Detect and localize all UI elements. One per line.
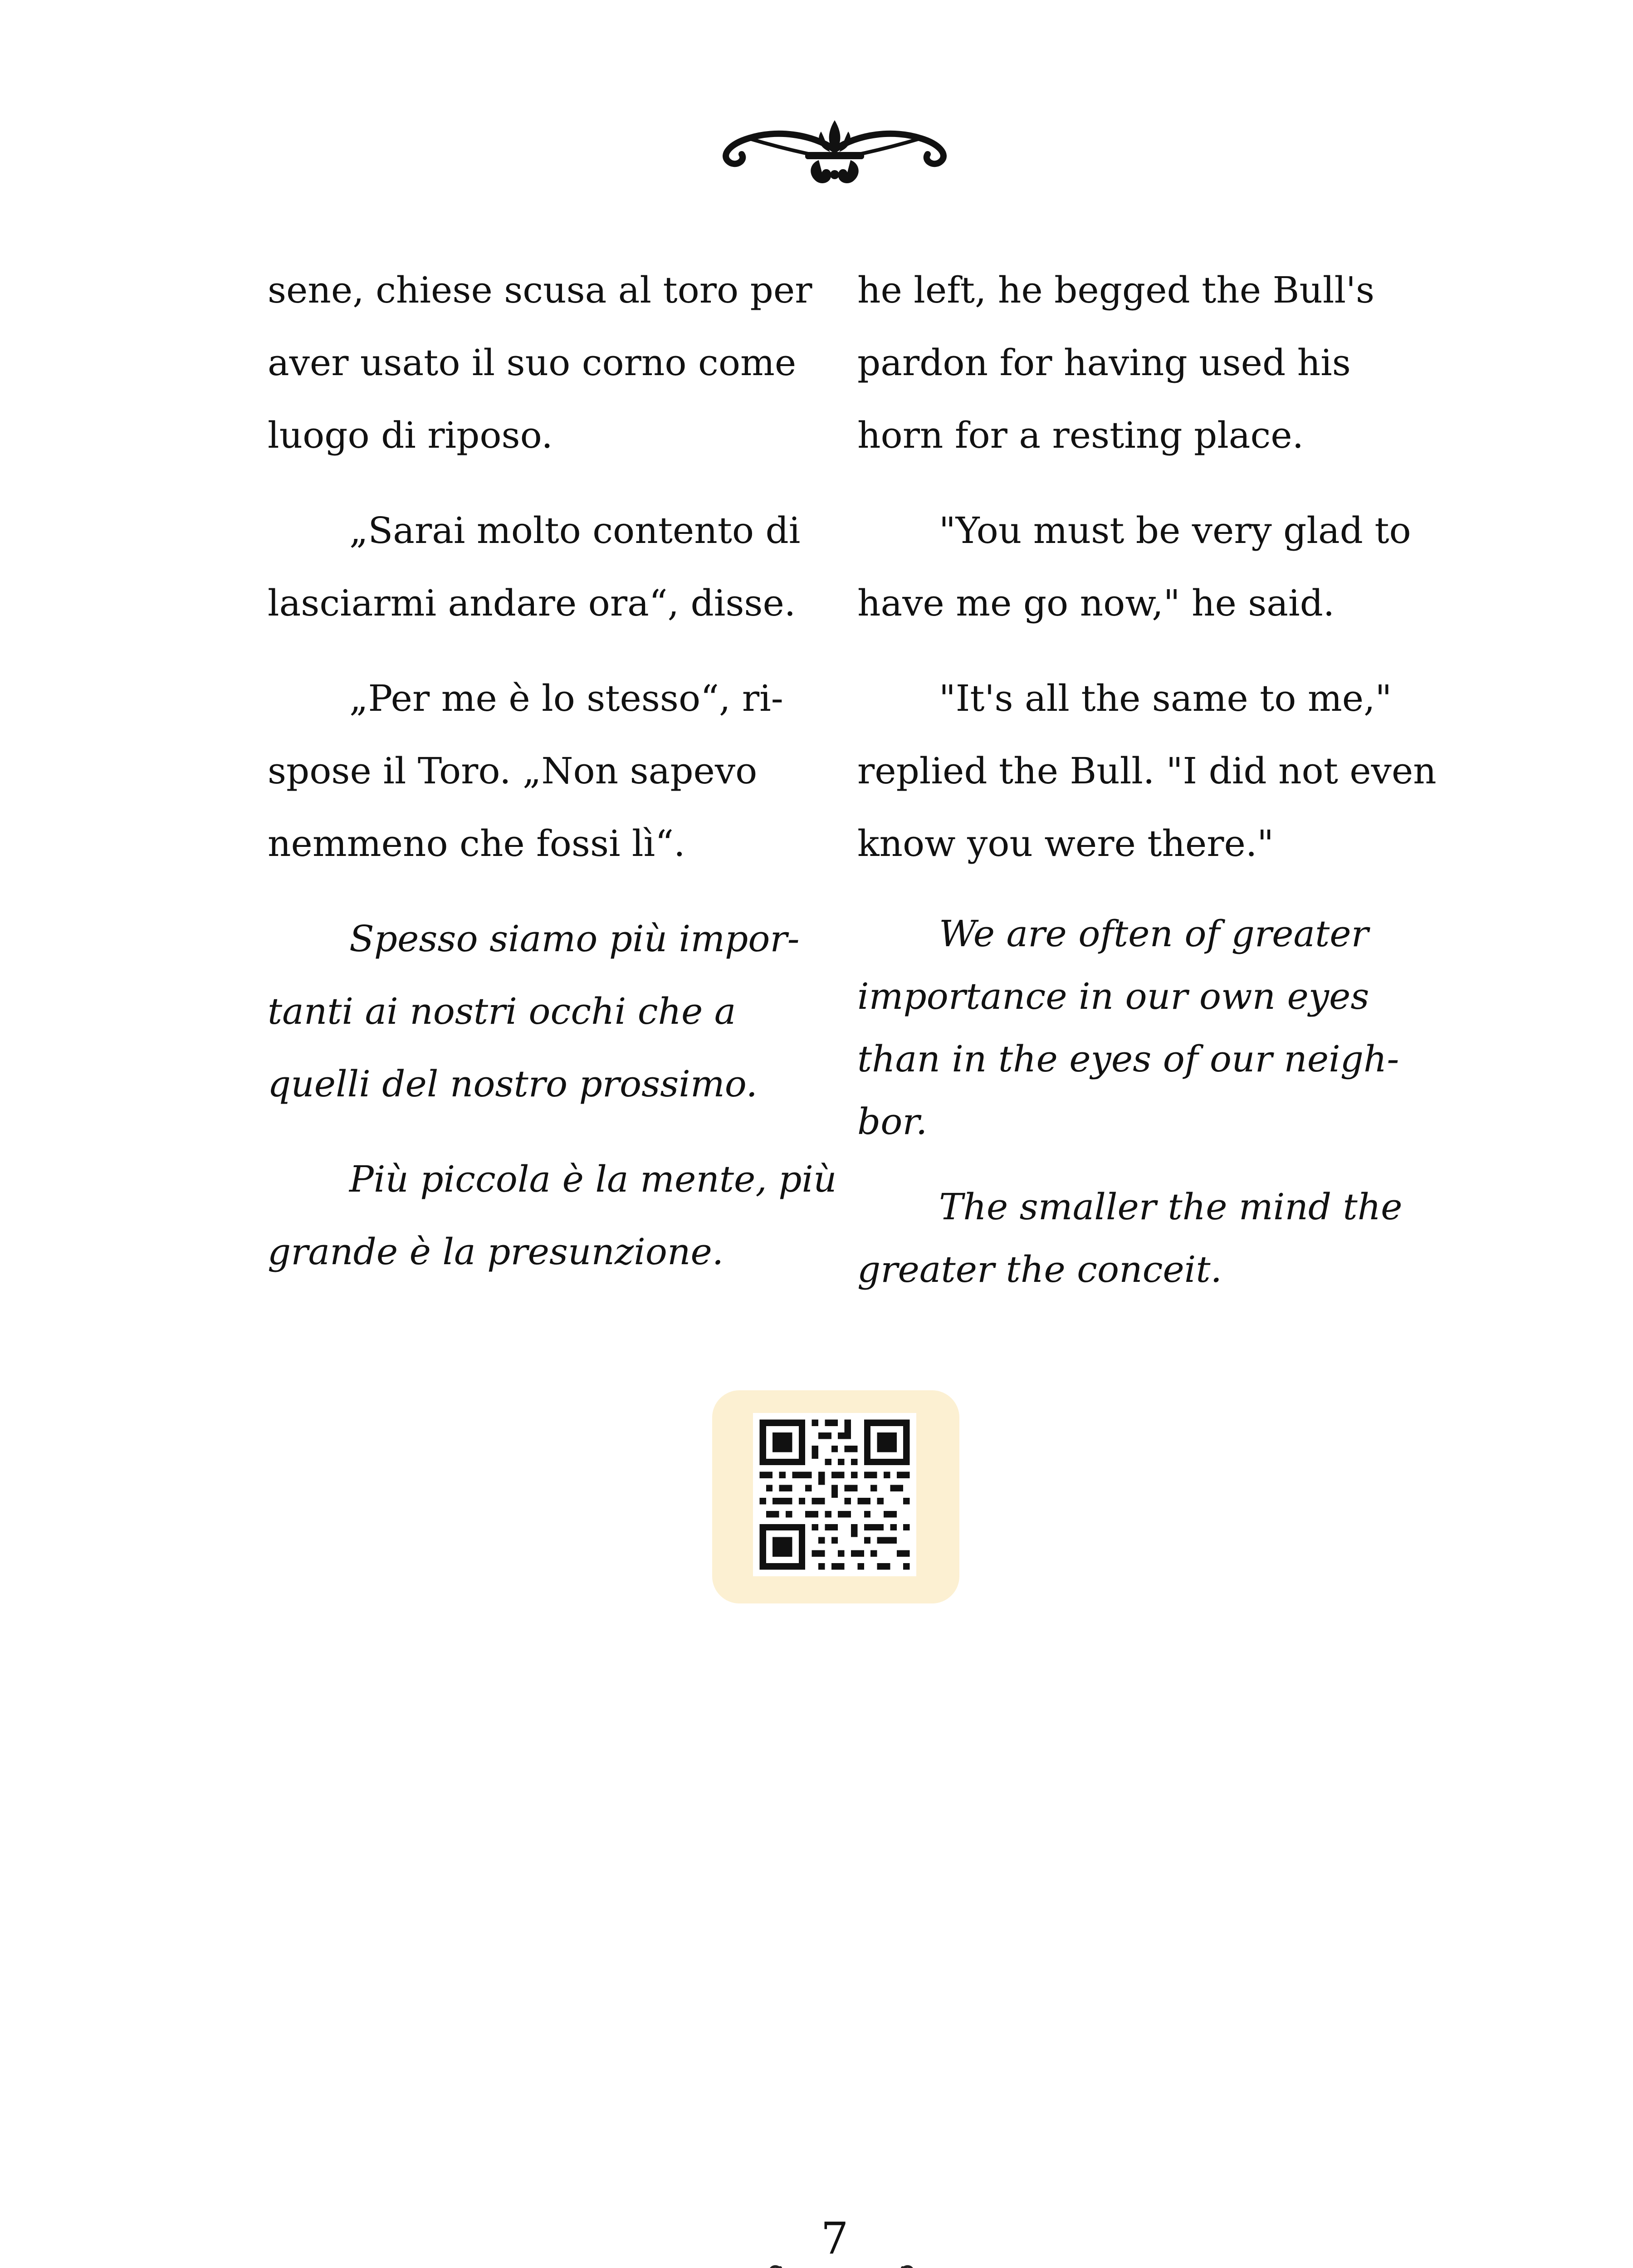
italian-paragraph: „Per me è lo stesso“, rispose il Toro. „Non sapevo nemmeno che fossi lì“. bbox=[268, 677, 783, 865]
page-number: 7 bbox=[821, 2213, 849, 2264]
english-paragraph: "It's all the same to me," replied the Bull. "I did not even know you were there." bbox=[857, 677, 1437, 865]
italian-moral: Più piccola è la mente, più grande è la presunzione. bbox=[268, 1158, 837, 1273]
italian-paragraph: „Sarai molto contento di lasciarmi andare ora“, disse. bbox=[268, 509, 801, 624]
english-paragraph: he left, he begged the Bull's pardon for having used his horn for a resting place. bbox=[857, 269, 1375, 456]
floral-scroll-ornament-icon bbox=[753, 2250, 930, 2268]
english-column bbox=[857, 254, 1442, 1324]
italian-moral: Spesso siamo più importanti ai nostri occhi che a quelli del nostro prossimo. bbox=[268, 918, 800, 1105]
italian-column bbox=[268, 254, 839, 1311]
italian-paragraph: sene, chiese scusa al toro per aver usato il suo corno come luogo di riposo. bbox=[268, 269, 812, 456]
qr-code-icon[interactable] bbox=[753, 1413, 916, 1576]
english-moral: We are often of greater importance in our own eyes than in the eyes of our neighbor. bbox=[857, 913, 1399, 1143]
qr-code-frame bbox=[712, 1390, 959, 1603]
english-paragraph: "You must be very glad to have me go now," he said. bbox=[857, 509, 1411, 624]
flourish-ornament-icon bbox=[708, 107, 962, 197]
english-moral: The smaller the mind the greater the conceit. bbox=[857, 1186, 1403, 1290]
